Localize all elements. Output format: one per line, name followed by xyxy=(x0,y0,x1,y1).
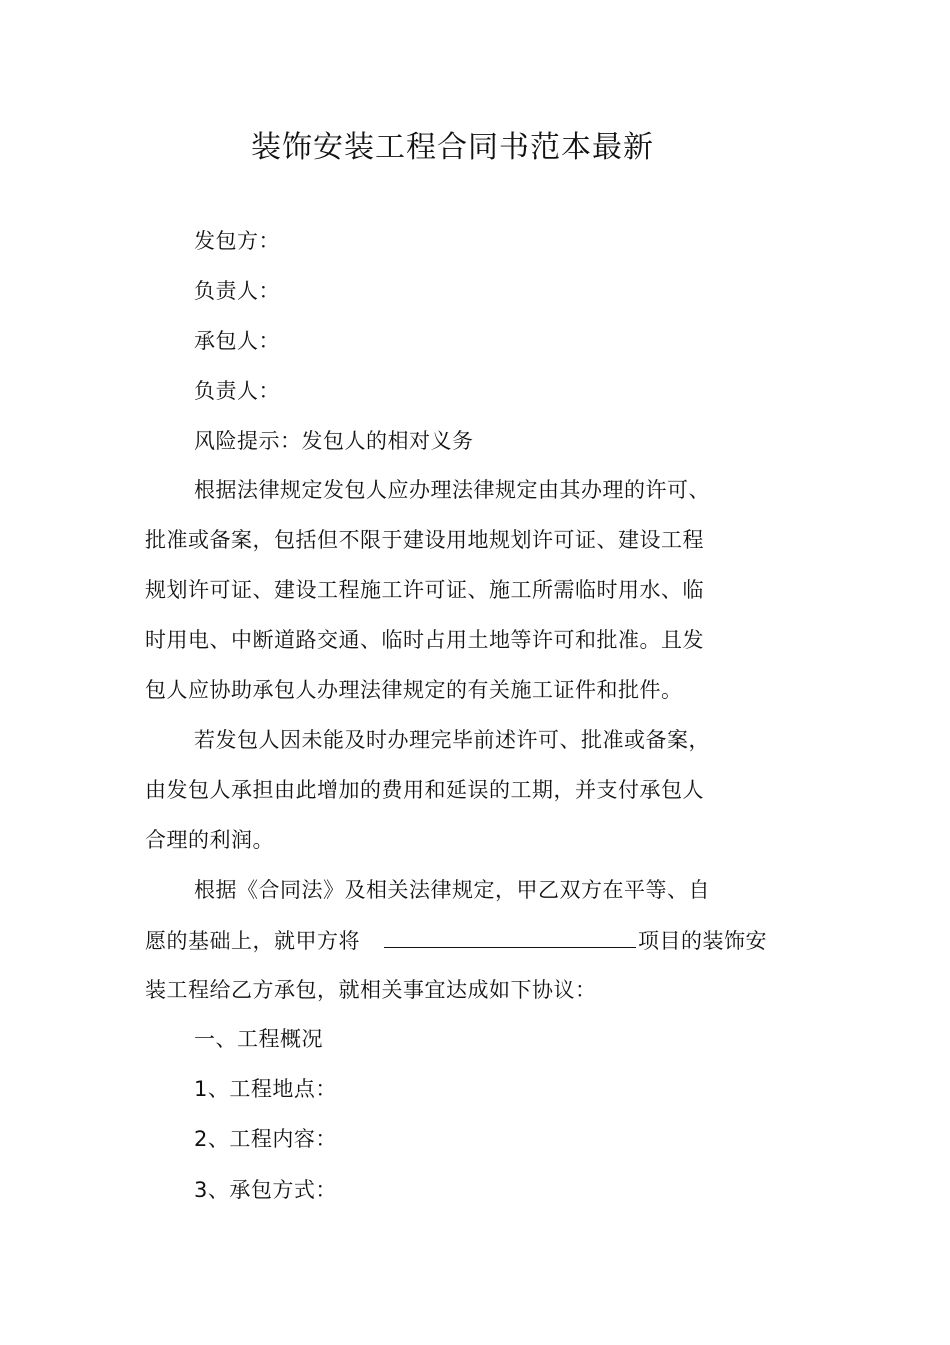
field-contractor: 承包人： xyxy=(194,329,280,353)
project-name-blank xyxy=(384,925,636,948)
section-1-item-content: 2、工程内容： xyxy=(194,1127,337,1151)
risk-heading: 风险提示：发包人的相对义务 xyxy=(194,429,474,453)
section-1-item-method: 3、承包方式： xyxy=(194,1178,337,1202)
paragraph-3-line-1: 根据《合同法》及相关法律规定，甲乙双方在平等、自 xyxy=(194,878,710,902)
field-contractor-rep: 负责人： xyxy=(194,379,280,403)
paragraph-2-line-2: 由发包人承担由此增加的费用和延误的工期，并支付承包人 xyxy=(145,778,704,802)
paragraph-3-line-2 xyxy=(145,925,767,956)
paragraph-1-line-2: 批准或备案，包括但不限于建设用地规划许可证、建设工程 xyxy=(145,528,704,552)
section-1-heading: 一、工程概况 xyxy=(194,1027,323,1051)
paragraph-1-line-3: 规划许可证、建设工程施工许可证、施工所需临时用水、临 xyxy=(145,578,704,602)
paragraph-1-line-1: 根据法律规定发包人应办理法律规定由其办理的许可、 xyxy=(194,478,710,502)
paragraph-3-line-3: 装工程给乙方承包，就相关事宜达成如下协议： xyxy=(145,978,597,1002)
field-employer: 发包方： xyxy=(194,229,280,253)
paragraph-3-line-2-end: 项目的装饰安 xyxy=(638,929,767,953)
paragraph-1-line-5: 包人应协助承包人办理法律规定的有关施工证件和批件。 xyxy=(145,678,683,702)
field-employer-rep: 负责人： xyxy=(194,279,280,303)
paragraph-1-line-4: 时用电、中断道路交通、临时占用土地等许可和批准。且发 xyxy=(145,628,704,652)
page-title: 装饰安装工程合同书范本最新 xyxy=(251,130,654,165)
paragraph-3-line-2-start: 愿的基础上，就甲方将 xyxy=(145,929,360,953)
section-1-item-location: 1、工程地点： xyxy=(194,1077,337,1101)
paragraph-2-line-3: 合理的利润。 xyxy=(145,828,274,852)
paragraph-2-line-1: 若发包人因未能及时办理完毕前述许可、批准或备案， xyxy=(194,728,710,752)
